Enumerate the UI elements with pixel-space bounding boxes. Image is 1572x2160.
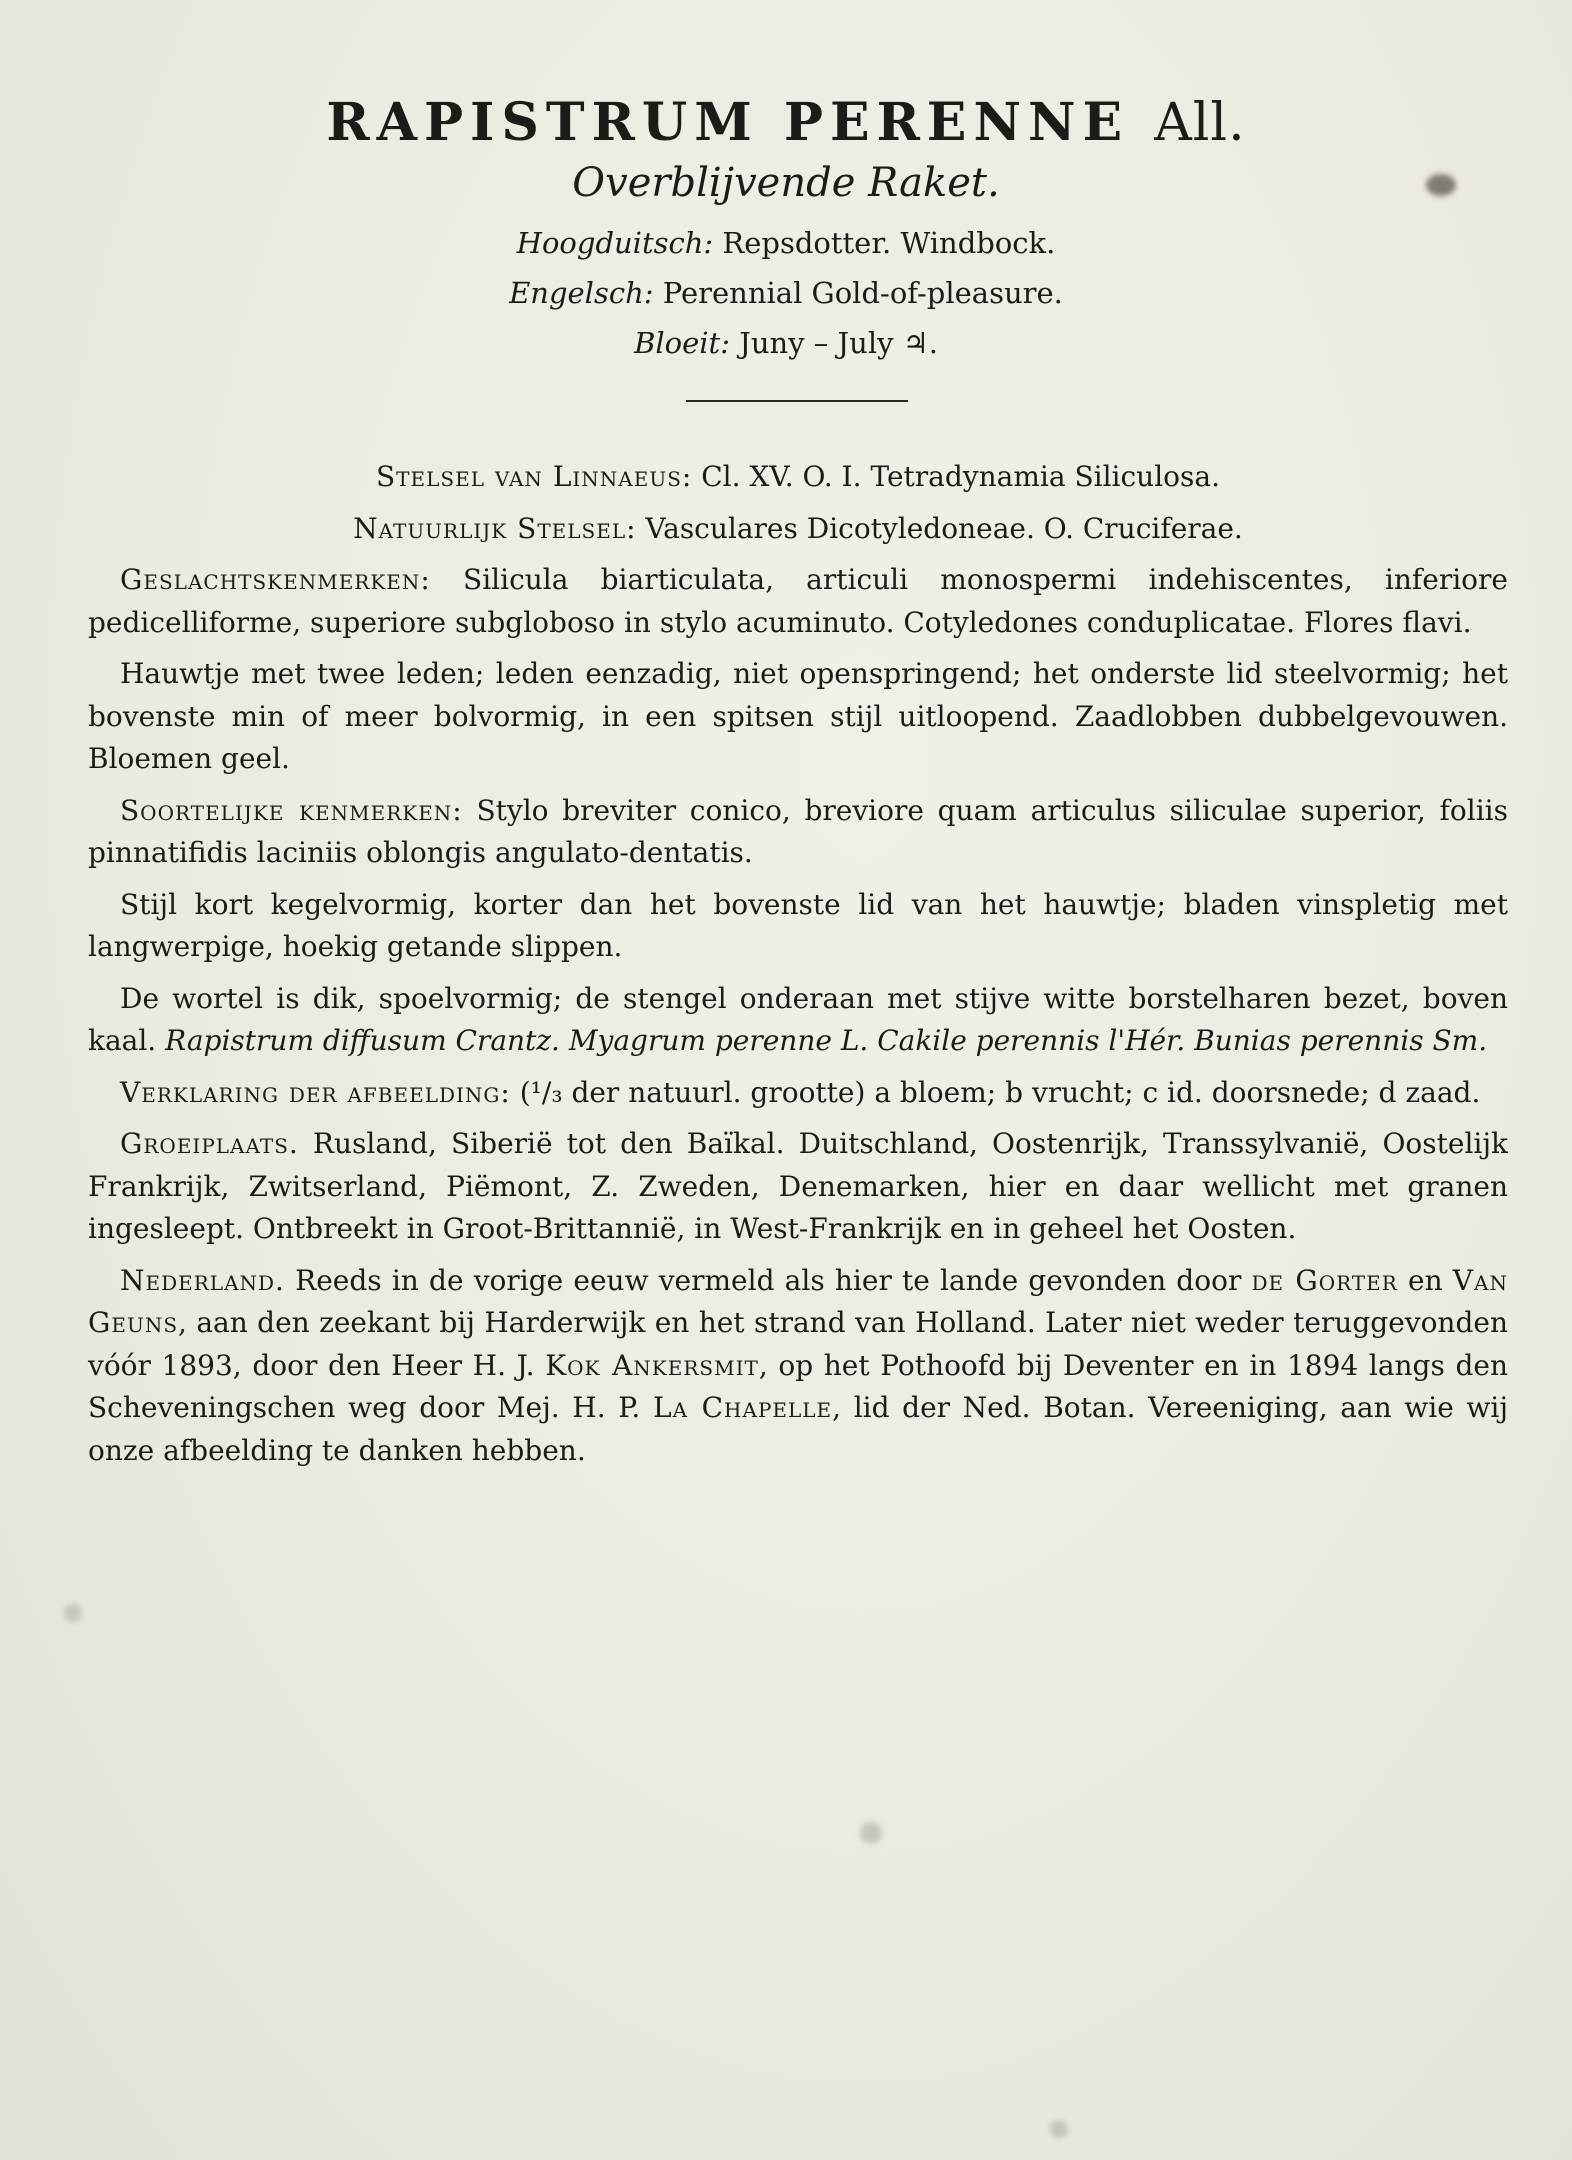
- person-name: La Chapelle: [652, 1391, 833, 1424]
- figure-text: (¹/₃ der natuurl. grootte) a bloem; b vrucht; c id. doorsnede; d zaad.: [519, 1075, 1481, 1109]
- linnaeus-label: Stelsel van Linnaeus:: [376, 460, 693, 493]
- species-paragraph: [88, 790, 1508, 875]
- figure-paragraph: [88, 1072, 1508, 1115]
- linnaeus-paragraph: [88, 456, 1508, 499]
- species-dutch-paragraph: Stijl kort kegelvormig, korter dan het bovenste lid van het hauwtje; bladen vinspletig met langwerpige, hoekig getande slippen.: [88, 887, 1508, 963]
- bloom-value: Juny – July ♃.: [739, 326, 938, 360]
- person-name: Kok Ankersmit: [545, 1348, 759, 1382]
- species-label: Soortelijke kenmerken:: [120, 793, 463, 827]
- paper-spot: [860, 1822, 882, 1844]
- nl-text-4: , op het Pothoofd bij Deventer en in 1894 langs den Scheveningschen weg door Mej. H. P.: [88, 1348, 1508, 1424]
- netherlands-paragraph: [88, 1260, 1508, 1473]
- bloom-label: Bloeit:: [634, 326, 730, 360]
- habitat-text: Rusland, Siberië tot den Baïkal. Duitschland, Oostenrijk, Transsylvanië, Oostelijk Frankrijk, Zwitserland, Piëmont, Z. Zweden, Denemarken, hier en daar wellicht met granen ingesleept. Ontbreekt in Groot-Brittannië, in West-Frankrijk en in geheel het Oosten.: [88, 1127, 1509, 1245]
- habitat-label: Groeiplaats.: [120, 1127, 299, 1160]
- linnaeus-text: Cl. XV. O. I. Tetradynamia Siliculosa.: [701, 460, 1220, 493]
- nl-text-5: , lid der Ned. Botan. Vereeniging, aan wie wij onze afbeelding te danken hebben.: [88, 1391, 1509, 1467]
- synonyms: Rapistrum diffusum Crantz. Myagrum perenne L. Cakile perennis l'Hér. Bunias perennis Sm.: [165, 1024, 1488, 1057]
- figure-label: Verklaring der afbeelding:: [120, 1075, 511, 1109]
- german-value: Repsdotter. Windbock.: [722, 226, 1056, 260]
- english-label: Engelsch:: [509, 276, 654, 310]
- root-paragraph: [88, 978, 1508, 1063]
- natural-system-paragraph: [88, 508, 1508, 551]
- natural-text: Vasculares Dicotyledoneae. O. Cruciferae.: [645, 511, 1243, 545]
- person-name: Van Geuns: [88, 1263, 1508, 1339]
- nl-text-3: , aan den zeekant bij Harderwijk en het strand van Holland. Later niet weder teruggevonden vóór 1893, door den Heer H. J.: [88, 1306, 1508, 1382]
- person-name: de Gorter: [1251, 1263, 1398, 1297]
- page-title: [0, 92, 1572, 153]
- genus-label: Geslachtskenmerken:: [120, 563, 431, 596]
- genus-dutch-paragraph: Hauwtje met twee leden; leden eenzadig, niet openspringend; het onderste lid steelvormig; het bovenste min of meer bolvormig, in een spitsen stijl uitloopend. Zaadlobben dubbelgevouwen. Bloemen geel.: [88, 657, 1508, 775]
- netherlands-label: Nederland.: [120, 1263, 285, 1297]
- english-value: Perennial Gold-of-pleasure.: [662, 276, 1063, 310]
- bloom-line: [0, 326, 1572, 360]
- description-body: [88, 456, 1508, 1481]
- habitat-paragraph: [88, 1123, 1508, 1251]
- root-text: De wortel is dik, spoelvormig; de stengel onderaan met stijve witte borstelharen bezet, boven kaal.: [88, 981, 1508, 1057]
- divider: [686, 400, 908, 402]
- paper-spot: [64, 1604, 82, 1622]
- german-name-line: [0, 226, 1572, 260]
- english-name-line: [0, 276, 1572, 310]
- genus-paragraph: [88, 559, 1508, 644]
- author-abbreviation: All.: [1154, 93, 1246, 153]
- natural-label: Natuurlijk Stelsel:: [353, 511, 637, 545]
- paper-spot: [1050, 2120, 1068, 2138]
- nl-text-2: en: [1408, 1263, 1443, 1297]
- german-label: Hoogduitsch:: [516, 226, 714, 260]
- genus-text: Silicula biarticulata, articuli monospermi indehiscentes, inferiore pedicelliforme, superiore subgloboso in stylo acuminuto. Cotyledones conduplicatae. Flores flavi.: [88, 563, 1508, 639]
- species-text: Stylo breviter conico, breviore quam articulus siliculae superior, foliis pinnatifidis laciniis oblongis angulato-dentatis.: [88, 793, 1508, 869]
- species-name: RAPISTRUM PERENNE: [326, 92, 1130, 153]
- nl-text-1: Reeds in de vorige eeuw vermeld als hier te lande gevonden door: [295, 1263, 1242, 1297]
- dutch-name: Overblijvende Raket.: [572, 160, 1000, 206]
